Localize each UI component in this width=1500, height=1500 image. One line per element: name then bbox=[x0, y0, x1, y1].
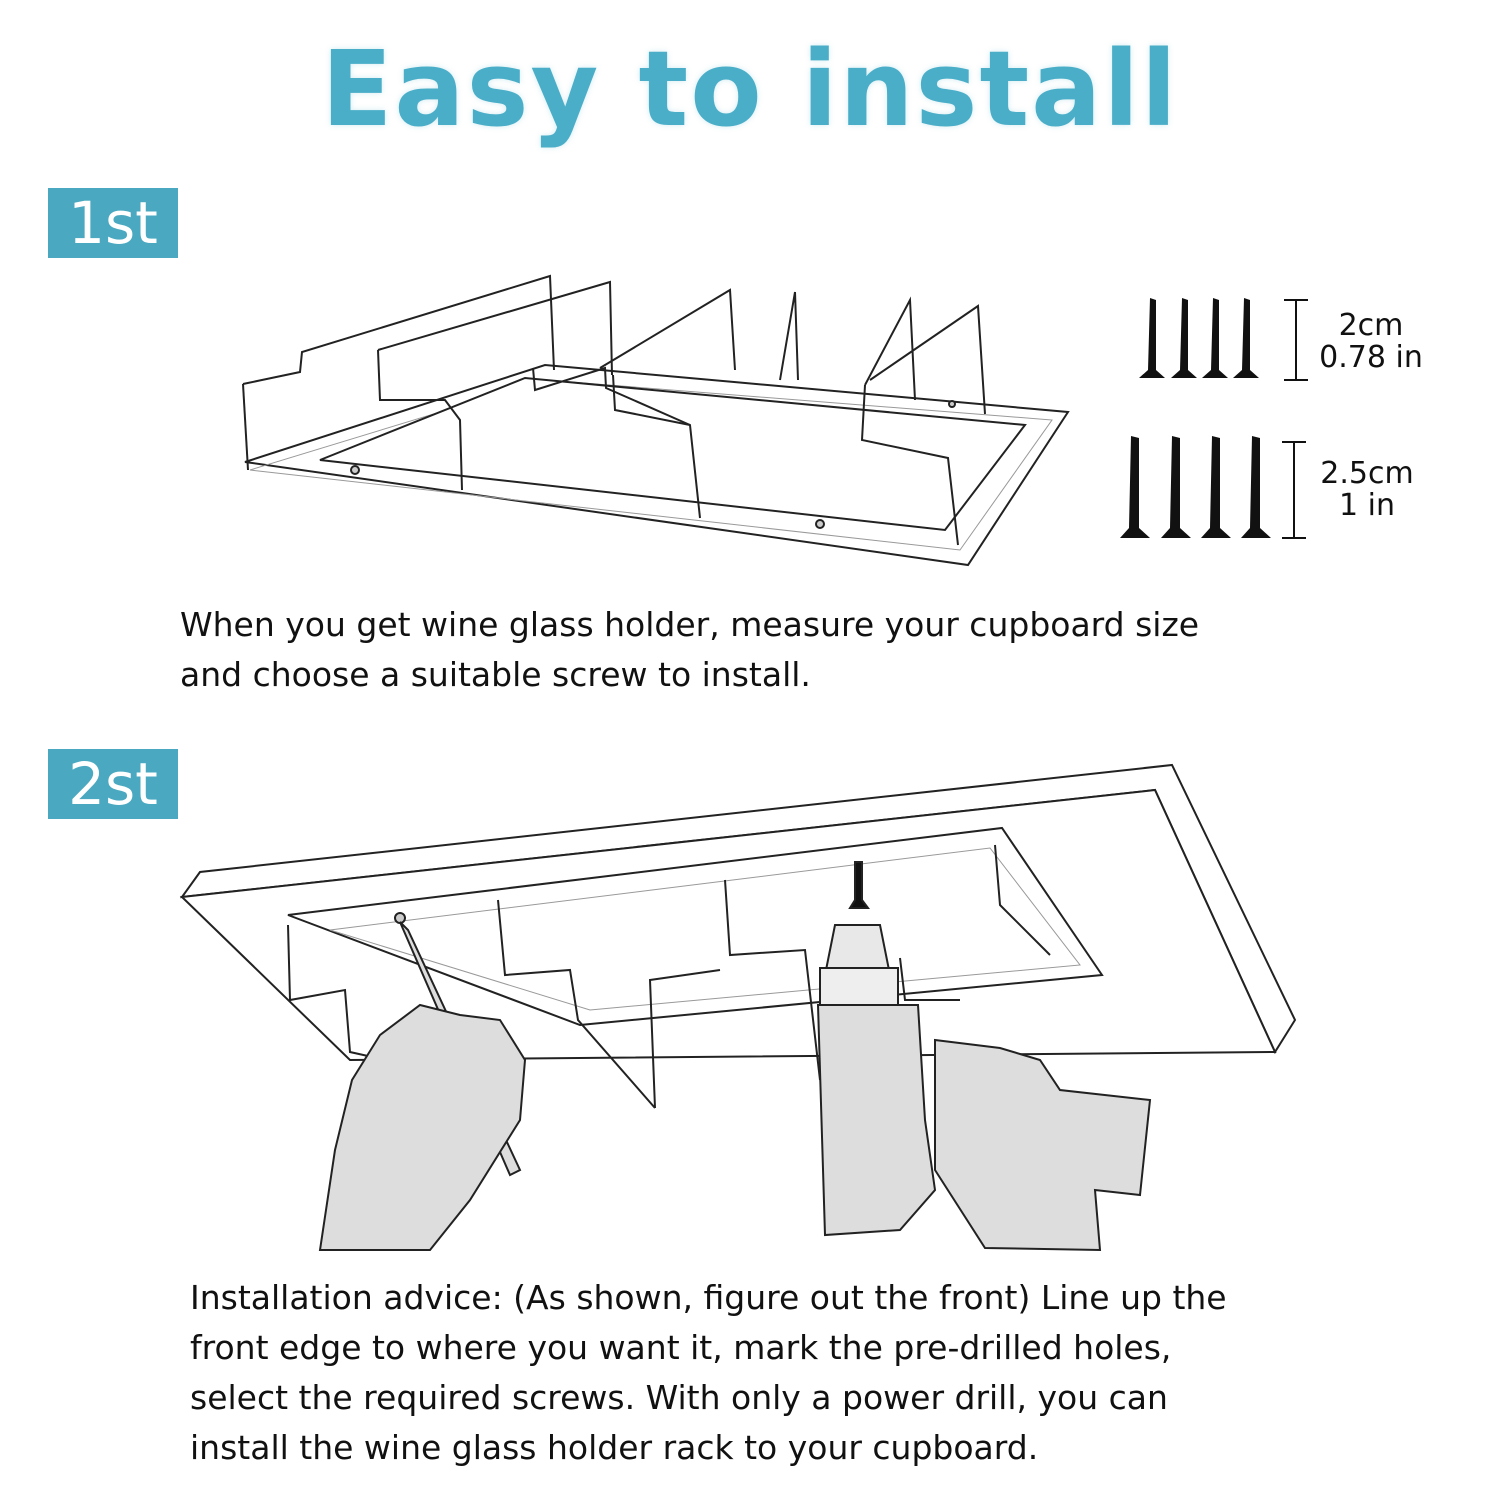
step-1-description bbox=[180, 600, 1330, 700]
step-2-line: select the required screws. With only a power drill, you can bbox=[190, 1378, 1168, 1417]
long-screw-size-label bbox=[1308, 458, 1426, 522]
long-screw-metric: 2.5cm bbox=[1320, 456, 1414, 491]
long-screw-dimension bbox=[1282, 442, 1306, 538]
long-screws-icon bbox=[1120, 436, 1271, 538]
step-2-line: install the wine glass holder rack to your cupboard. bbox=[190, 1428, 1039, 1467]
cupboard-installation-illustration bbox=[182, 765, 1295, 1250]
step-1-line: When you get wine glass holder, measure your cupboard size bbox=[180, 605, 1200, 644]
short-screw-imperial: 0.78 in bbox=[1319, 340, 1423, 375]
short-screws-icon bbox=[1139, 298, 1259, 378]
long-screw-imperial: 1 in bbox=[1339, 488, 1395, 523]
step-2-badge: 2st bbox=[48, 749, 178, 819]
step-2-line: front edge to where you want it, mark the pre-drilled holes, bbox=[190, 1328, 1172, 1367]
step-2-description bbox=[190, 1273, 1340, 1473]
step-1-line: and choose a suitable screw to install. bbox=[180, 655, 811, 694]
wine-rack-illustration bbox=[243, 276, 1068, 565]
step-1-badge: 1st bbox=[48, 188, 178, 258]
short-screw-dimension bbox=[1284, 300, 1308, 380]
short-screw-metric: 2cm bbox=[1338, 308, 1404, 343]
step-2-line: Installation advice: (As shown, figure out the front) Line up the bbox=[190, 1278, 1227, 1317]
page-title: Easy to install bbox=[321, 28, 1179, 150]
short-screw-size-label bbox=[1312, 310, 1430, 374]
